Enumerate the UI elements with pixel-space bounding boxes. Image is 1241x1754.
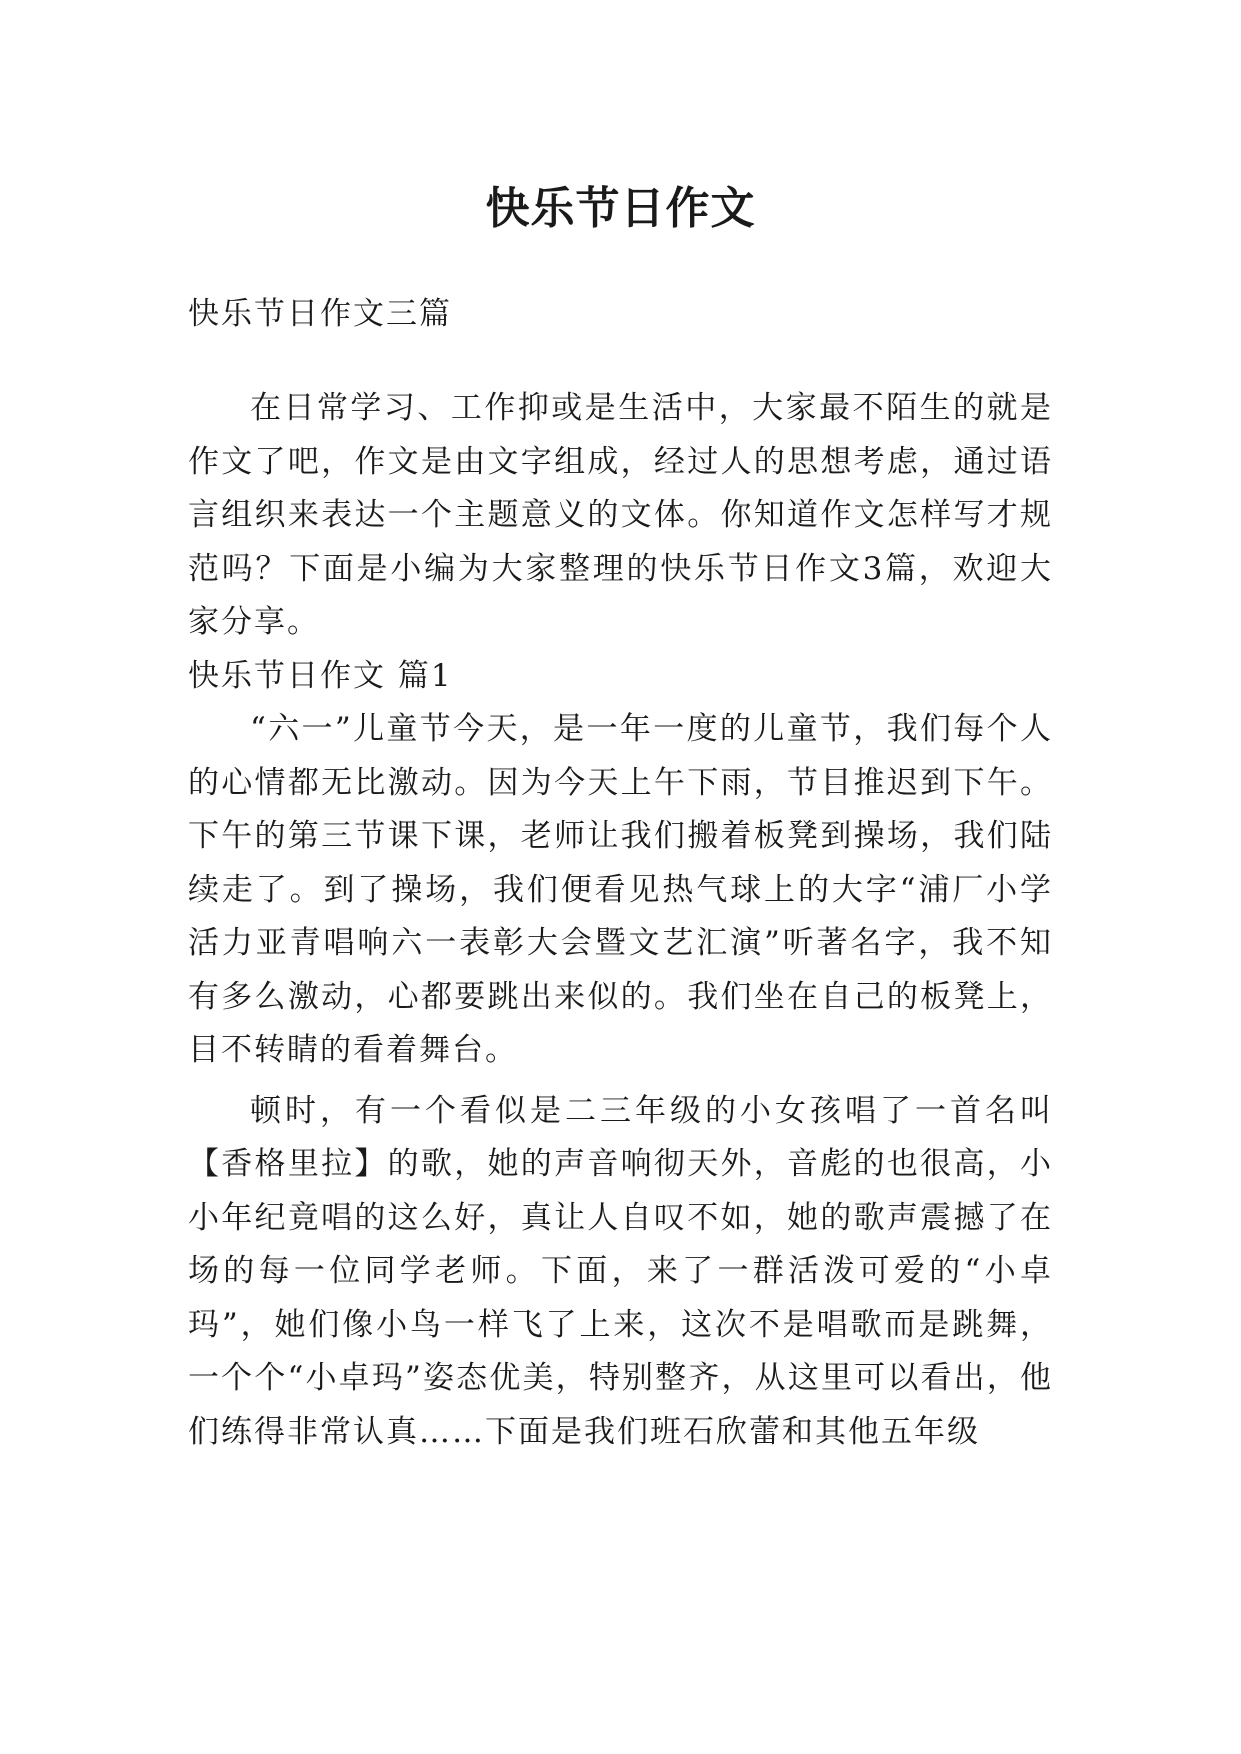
- section-heading: 快乐节日作文 篇1: [188, 657, 453, 694]
- intro-paragraph: 在日常学习、工作抑或是生活中，大家最不陌生的就是作文了吧，作文是由文字组成，经过人的思想考虑，通过语言组织来表达一个主题意义的文体。你知道作文怎样写才规范吗？下面是小编为大家整理的快乐节日作文3篇，欢迎大家分享。: [188, 390, 1053, 640]
- document-subtitle: 快乐节日作文三篇: [188, 296, 452, 332]
- document-title: 快乐节日作文: [485, 183, 756, 235]
- body-paragraph: “六一”儿童节今天，是一年一度的儿童节，我们每个人的心情都无比激动。因为今天上午下雨，节目推迟到下午。下午的第三节课下课，老师让我们搬着板凳到操场，我们陆续走了。到了操场，我们便看见热气球上的大字“浦厂小学活力亚青唱响六一表彰大会暨文艺汇演”听著名字，我不知有多么激动，心都要跳出来似的。我们坐在自己的板凳上，目不转睛的看着舞台。: [188, 711, 1053, 1068]
- document-body: [188, 288, 1053, 1459]
- body-paragraph: 顿时，有一个看似是二三年级的小女孩唱了一首名叫【香格里拉】的歌，她的声音响彻天外，音彪的也很高，小小年纪竟唱的这么好，真让人自叹不如，她的歌声震撼了在场的每一位同学老师。下面，来了一群活泼可爱的“小卓玛”，她们像小鸟一样飞了上来，这次不是唱歌而是跳舞，一个个“小卓玛”姿态优美，特别整齐，从这里可以看出，他们练得非常认真……下面是我们班石欣蕾和其他五年级: [188, 1092, 1053, 1450]
